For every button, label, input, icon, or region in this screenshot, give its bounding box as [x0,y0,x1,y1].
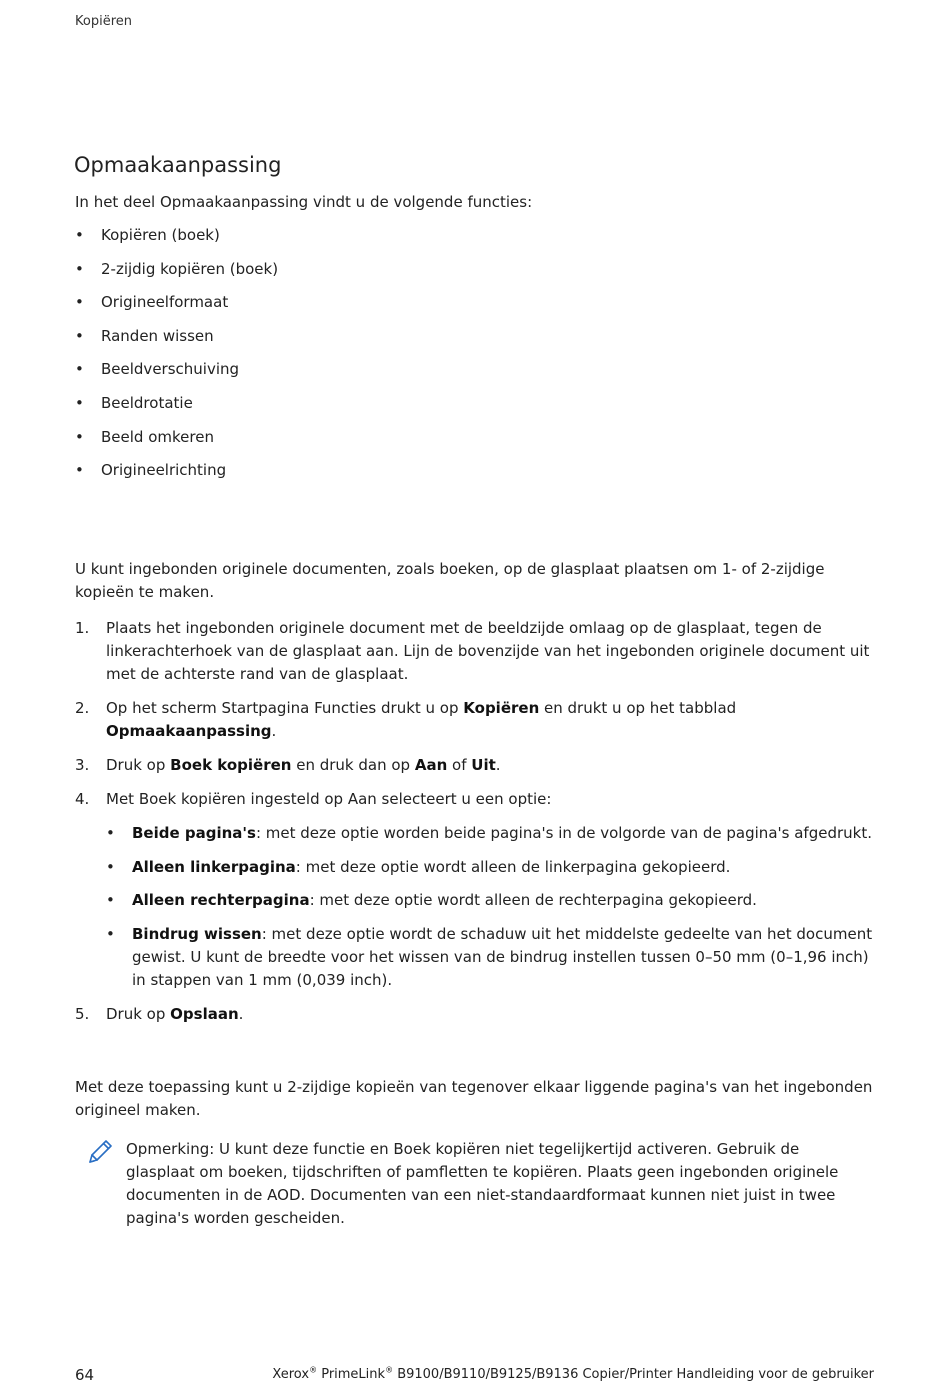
list-item: • Randen wissen [75,325,278,348]
bullet-icon: • [75,427,84,446]
step-4: 4. Met Boek kopiëren ingesteld op Aan selecteert u een optie: • Beide pagina's: met deze optie worden beide pagina's in de volgorde van de pagina's afgedrukt. • Alleen linkerpagina: met deze optie wordt alleen de linkerpagina gekopieerd. • Alleen rechterpagina: met deze optie wordt alleen de rechterpagina gekopieerd. • Bindrug wissen: met deze optie wordt de schaduw uit het middelste gedeelte van het document gewist. U kunt de breedte voor het wissen van de bindrug instellen tussen 0–50 mm (0–1,96 inch) in stappen van 1 mm (0,039 inch). [75,788,875,992]
bullet-icon: • [106,924,115,943]
step-1: 1. Plaats het ingebonden originele document met de beeldzijde omlaag op de glasplaat, tegen de linkerachterhoek van de glasplaat aan. Lijn de bovenzijde van het ingebonden originele document uit met de achterste rand van de glasplaat. [75,619,870,683]
ui-label-off: Uit [471,756,496,774]
note-text: Opmerking: U kunt deze functie en Boek kopiëren niet tegelijkertijd activeren. Gebruik de glasplaat om boeken, tijdschriften of pamfletten te kopiëren. Plaats geen ingebonden originele documenten in de AOD. Documenten van een niet-standaardformaat kunnen niet juist in twee pagina's worden gescheiden. [126,1140,839,1227]
bullet-icon: • [75,393,84,412]
ui-label-on: Aan [414,756,448,774]
bullet-icon: • [75,293,84,312]
step-3: 3. Druk op Boek kopiëren en druk dan op Aan of Uit. [75,756,501,774]
option-item: • Beide pagina's: met deze optie worden beide pagina's in de volgorde van de pagina's afgedrukt. [106,822,875,845]
ui-label-copy: Kopiëren [463,699,540,717]
list-item: • Origineelrichting [75,459,278,482]
feature-list [75,224,278,493]
list-item: • Beeldrotatie [75,392,278,415]
pencil-icon [86,1138,114,1166]
option-item: • Bindrug wissen: met deze optie wordt de schaduw uit het middelste gedeelte van het document gewist. U kunt de breedte voor het wissen van de bindrug instellen tussen 0–50 mm (0–1,96 inch) in stappen van 1 mm (0,039 inch). [106,924,873,989]
page-number: 64 [75,1366,95,1384]
bullet-icon: • [75,360,84,379]
section-title: Opmaakaanpassing [74,153,282,177]
list-item: • Origineelformaat [75,291,278,314]
list-item: • Beeldverschuiving [75,358,278,381]
bullet-icon: • [106,824,115,842]
bullet-icon: • [75,259,84,278]
bullet-icon: • [106,857,115,876]
section-intro: In het deel Opmaakaanpassing vindt u de volgende functies: [75,193,533,211]
book-copy-options [106,822,875,992]
book-copy-intro: U kunt ingebonden originele documenten, zoals boeken, op de glasplaat plaatsen om 1- of 2-zijdige kopieën te maken. [75,560,825,601]
step-5: 5. Druk op Opslaan. [75,1004,244,1023]
list-item: • Beeld omkeren [75,426,278,449]
list-item: • 2-zijdig kopiëren (boek) [75,258,278,281]
book-copy-steps [75,617,875,1037]
two-sided-intro: Met deze toepassing kunt u 2-zijdige kopieën van tegenover elkaar liggende pagina's van het ingebonden origineel maken. [75,1078,873,1119]
ui-label-save: Opslaan [170,1004,239,1023]
ui-label-book-copy: Boek kopiëren [170,756,292,774]
option-item: • Alleen rechterpagina: met deze optie wordt alleen de rechterpagina gekopieerd. [106,889,875,912]
option-item: • Alleen linkerpagina: met deze optie wordt alleen de linkerpagina gekopieerd. [106,856,875,879]
list-item: • Kopiëren (boek) [75,224,278,247]
bullet-icon: • [106,891,115,910]
running-header: Kopiëren [75,14,132,29]
bullet-icon: • [75,226,84,244]
step-2: 2. Op het scherm Startpagina Functies drukt u op Kopiëren en drukt u op het tabblad Opmaakaanpassing. [75,699,737,740]
footer-product-line: Xerox® PrimeLink® B9100/B9110/B9125/B9136 Copier/Printer Handleiding voor de gebruiker [272,1365,874,1382]
ui-label-layout-tab: Opmaakaanpassing [106,722,272,740]
bullet-icon: • [75,326,84,345]
bullet-icon: • [75,461,84,480]
